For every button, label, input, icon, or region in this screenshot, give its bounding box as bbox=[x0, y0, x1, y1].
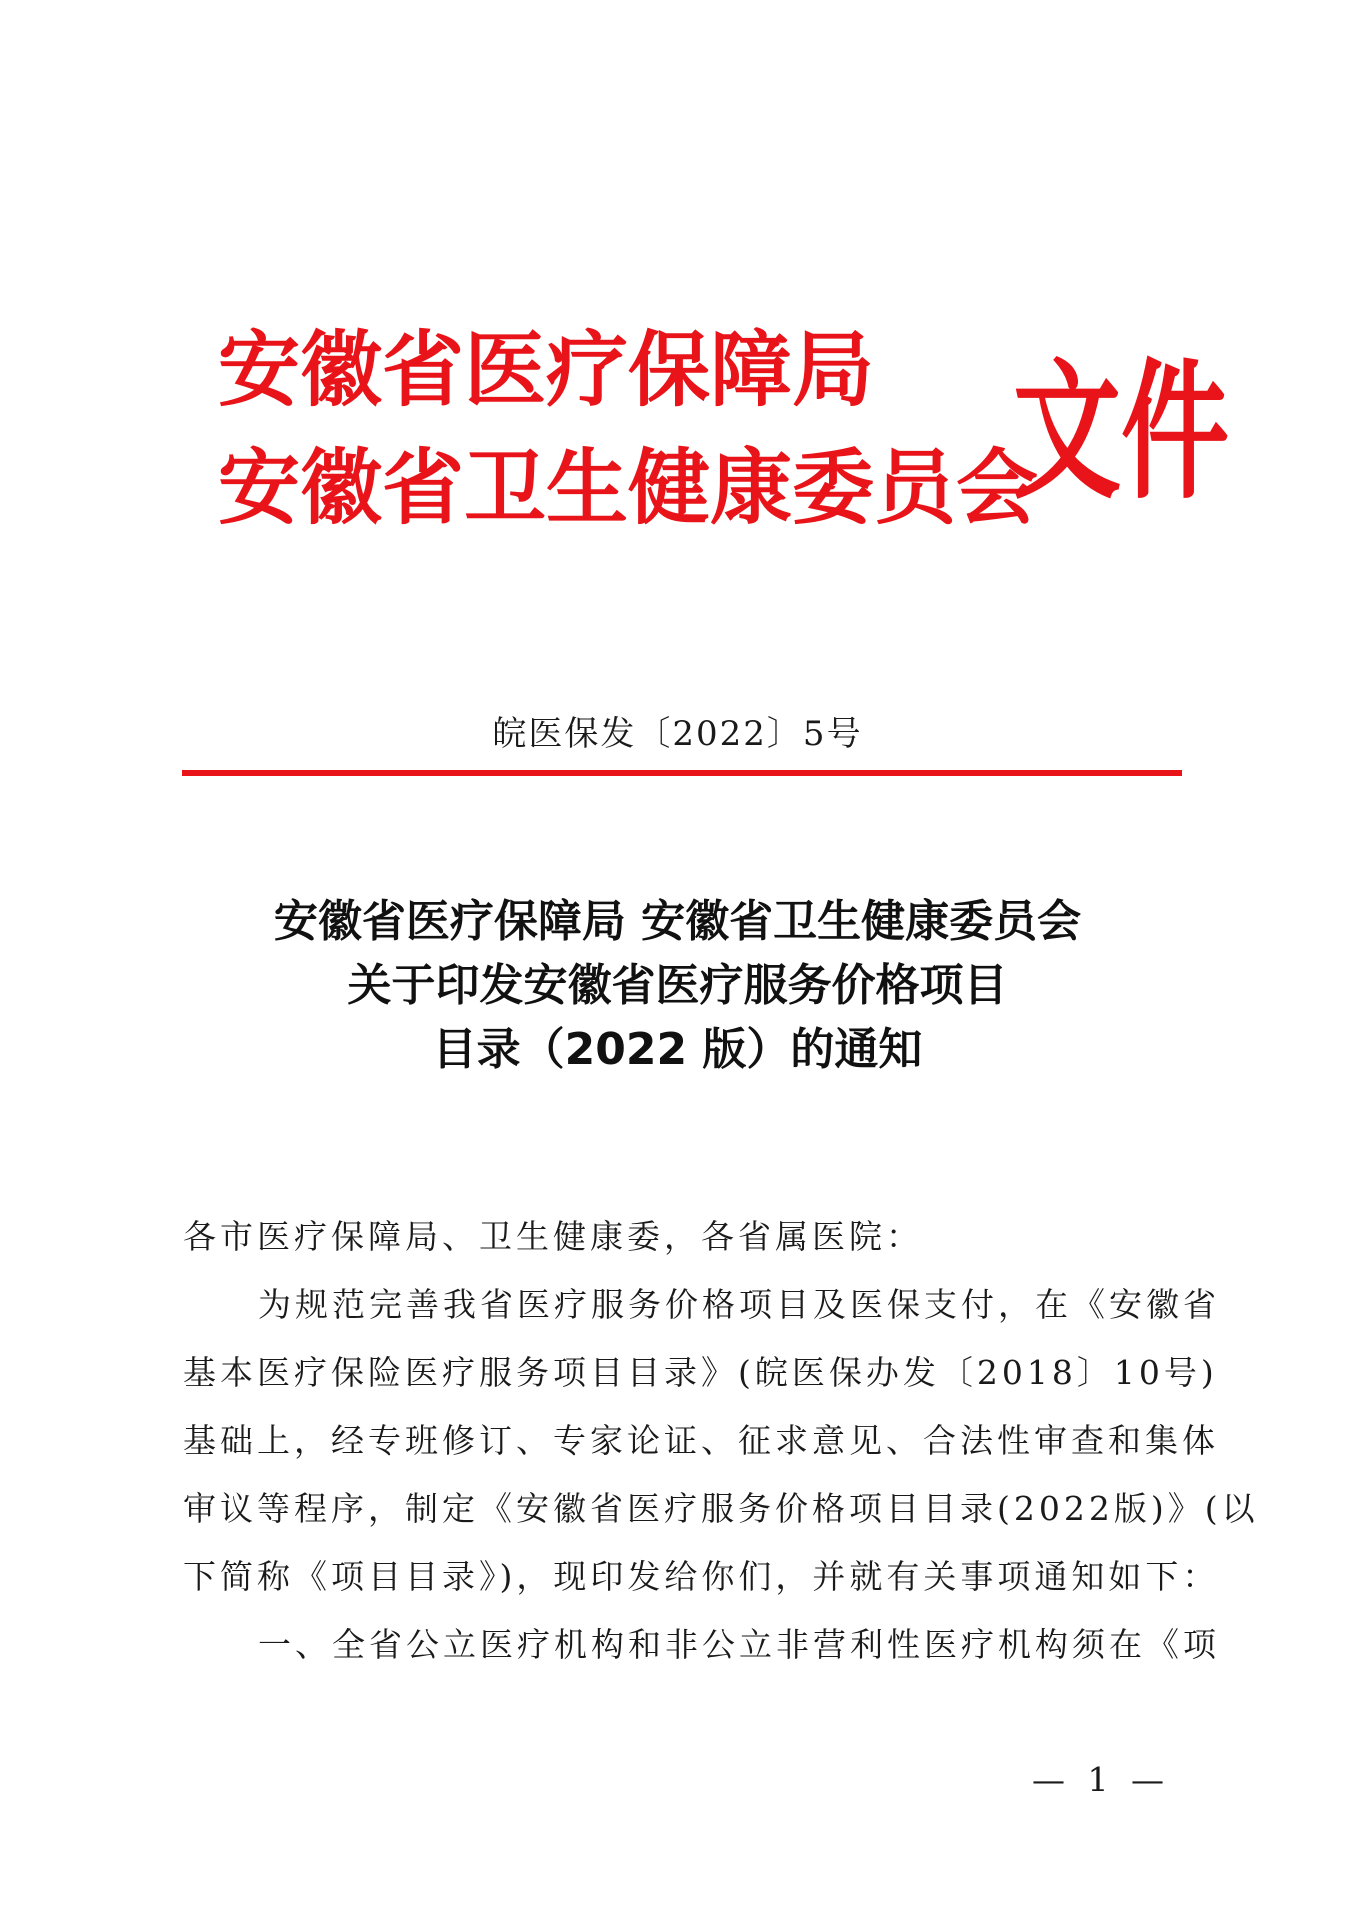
red-divider bbox=[182, 770, 1182, 776]
body-line: 一、全省公立医疗机构和非公立非营利性医疗机构须在《项 bbox=[258, 1625, 1220, 1664]
body-line: 审议等程序，制定《安徽省医疗服务价格项目目录(2022版)》(以 bbox=[183, 1489, 1259, 1528]
document-header bbox=[218, 323, 1230, 570]
file-label: 文件 bbox=[1013, 346, 1230, 520]
document-title bbox=[0, 890, 1355, 1082]
document-body bbox=[183, 1203, 1259, 1679]
page-number: — 1 — bbox=[1032, 1760, 1170, 1799]
title-line-2: 关于印发安徽省医疗服务价格项目 bbox=[347, 960, 1008, 1011]
addressee: 各市医疗保障局、卫生健康委，各省属医院： bbox=[183, 1217, 923, 1256]
body-line: 基本医疗保险医疗服务项目目录》(皖医保办发〔2018〕10号) bbox=[183, 1353, 1218, 1392]
body-line: 为规范完善我省医疗服务价格项目及医保支付，在《安徽省 bbox=[258, 1285, 1220, 1324]
issuer-name-2: 安徽省卫生健康委员会 bbox=[218, 441, 1039, 536]
document-number: 皖医保发〔2022〕5号 bbox=[492, 714, 863, 754]
title-line-3: 目录（2022 版）的通知 bbox=[432, 1024, 923, 1075]
body-line: 基础上，经专班修订、专家论证、征求意见、合法性审查和集体 bbox=[183, 1421, 1219, 1460]
title-line-1: 安徽省医疗保障局 安徽省卫生健康委员会 bbox=[273, 896, 1082, 947]
body-line: 下简称《项目目录》)，现印发给你们，并就有关事项通知如下： bbox=[183, 1557, 1220, 1596]
issuer-name-1: 安徽省医疗保障局 bbox=[218, 323, 875, 418]
